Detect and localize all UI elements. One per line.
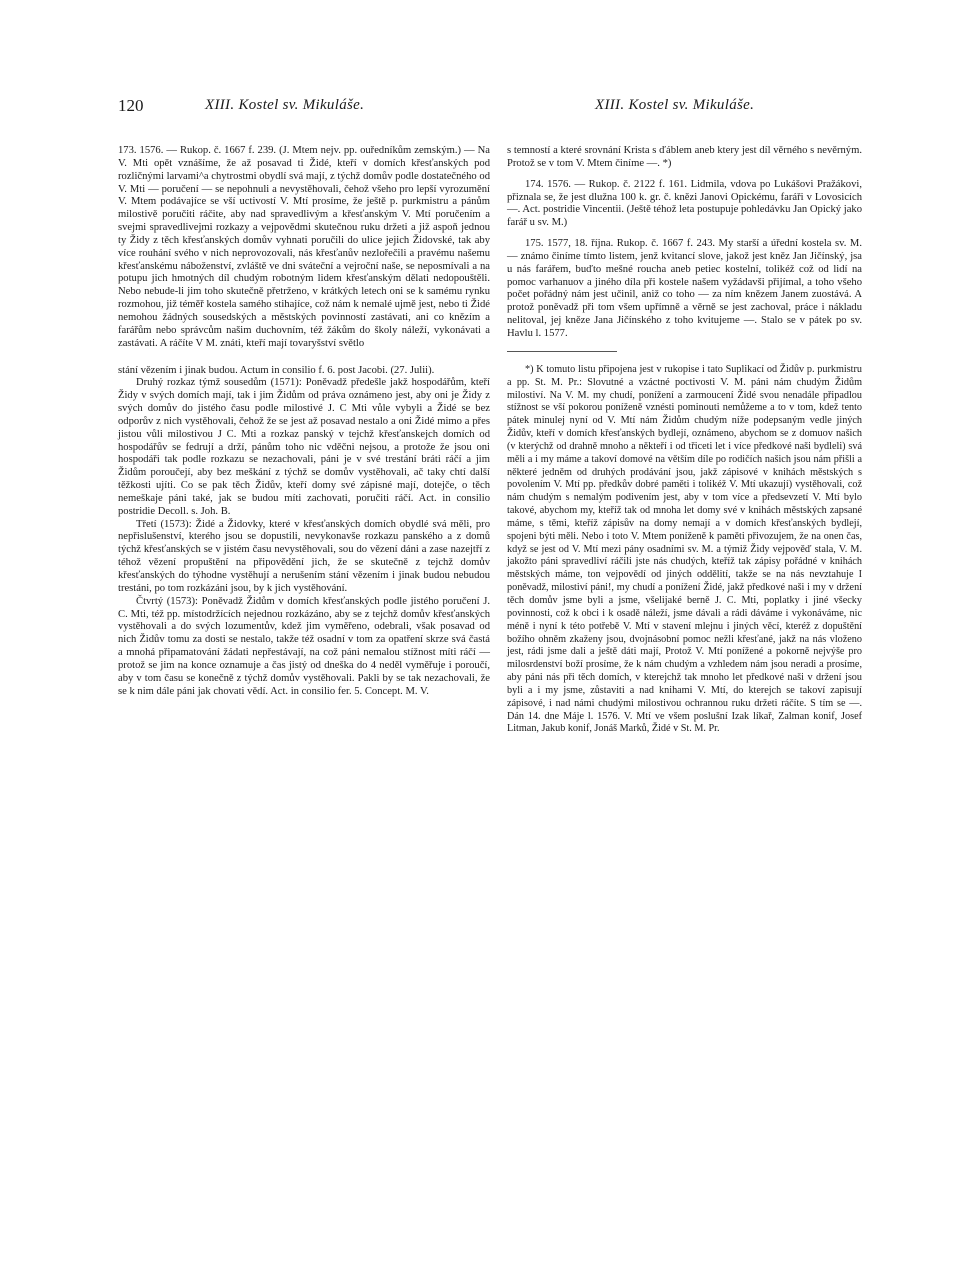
left-column xyxy=(118,145,490,698)
paragraph-fourth-order: Čtvrtý (1573): Poněvadž Židům v domích křesťanských podle jistého poručení J. C. Mti, též pp. místodržících nejednou rozkázáno, aby se z tejchž domův křesťanských vystěhovali a do svých lozumentův, kdež jim vyměřeno, odebrali, však posavad od nich Židův tomu za dosti se nestalo, takže též osadní v tom za opatření skrze svá častá a mnohá připamatování žádati nepřestávají, na což páni nemalou stížnost míti ráčí — protož se jim na konce oznamuje a čas jistý od dneška do 4 neděl vyměřuje i poroučí, aby v tom času se konečně z týchž domův vystěhovali. Pakli by se tak nezachovali, že se k nim dále páni jak chovati vědí. Act. in consilio fer. 5. Concept. M. V. xyxy=(118,595,490,697)
paragraph-second-order: Druhý rozkaz týmž sousedům (1571): Poněvadž předešle jakž hospodářům, kteří Židy v svých domích mají, tak i jim Židům od práva oznámeno jest, aby oni je Židy z svých domův do jistého času podle milostivé J. C Mti vůle vybyli a Židé se bez odporův z nich vystěhovali, čehož že se jest až posavad nestalo a oni Židé mimo a přes jistou vůli milostivou J C. Mti a rozkaz panský v tejchž křesťanskejch domích od hospodářův se fedrují a drží, pánům toho nic vděčni nejsou, a protože že jsou oni hospodáři tak podle rozkazu se nezachovali, páni je v své trestání bráti ráčí a jim Židům poroučejí, aby bez meškání z týchž se domův vystěhovali, ač taky chtí další těžkosti ujíti. Co se pak těch Židův, kteří domy své zápisné mají, dotejče, o těch nemeškaje páni také, jak se budou míti zachovati, poručiti ráčí. Act. in consilio postridie Decoll. s. Joh. B. xyxy=(118,377,490,517)
page-number: 120 xyxy=(118,96,144,115)
paragraph-third-order: Třetí (1573): Židé a Židovky, které v křesťanských domích obydlé svá měli, pro nepřislušenství, kterého jsou se dopustili, nevykonavše rozkazu panského a z domů týchž křesťanských se v jistém času nevystěhovali, sou do vězení dáni a zase nazejtří z téhož vězení propuštění na připovědění jich, že se skutečně z tejchž domův křesťanských do týhodne vystěhují a nerušením stání vězením i jinak budou nebudou trestáni, po tom rozkázáni jsou, by k jich vystěhování. xyxy=(118,518,490,594)
running-title-left: XIII. Kostel sv. Mikuláše. xyxy=(205,97,365,113)
footnote: *) K tomuto listu připojena jest v rukopise i tato Suplikací od Židův p. purkmistru a pp. St. M. Pr.: Slovutné a vzáctné poctivosti V. M. páni nám chudým Židům milostiví. Na V. M. my chudí, ponížení a zarmoucení Židé svou nenadále připadlou stížnost se vší pokorou poníženě vznésti pominouti nemůžeme a to v tom, kdež tento pátek minulej nyní od V. Mtí nám Židům chudým níže podepsaným vedle jiných Židův, kteří v domích křesťanských bydlejí, oznámeno, abychom se z domuov našich (v kterýchž od drahně mnoho a někteří i od třiceti let i více předkové naši bydleli) svá měli a i my máme a takoví domové na větším díle po rodičích našich jsou nám přišli a některé jedněm od druhých prodávání jsou, jakž zápisové v knihách městských s povolením V. Mtí pp. předkův dobré paměti i tolikéž V. Mtí ukazují) vystěhovali, což nám chudým s nemalým podivením jest, aby v tom více a předsevzetí V. Mtí bylo takové, abychom my, kteříž tak od mnoha let domy své v knihách městských zapsané máme, s těmi, kteříž zápisův na domy nemají a v domích křesťanských bydlejí, spojeni býti měli. Nebo i toto V. Mtem poníženě k paměti přivozujem, že na onen čas, když se jest od V. Mtí mezi pány osadními sv. M. a týmiž Židy vejpověď stala, V. M. jakožto páni spravedliví ráčili jste nás chudých, kteříž tak zápisy pořádné v knihách městských máme, ton vejpovědí od jiných oddělití, takže se na nás nevztahuje I poněvadž, milostiví páni!, my chudí a ponížení Židé, jakž předkové naši i my v držení těch domův jsme byli a jsme, všelijaké berně J. C. Mti, poplatky i jiné všecky povinnosti, což k obci i k osadě náleží, jsme dávali a rádi dáváme i vykonáváme, nic méně i nyní k této potřebě V. Mtí v stavení mlejnu i jiných věcí, kteréž z dopuštění božího ohněm zkaženy jsou, dvojnásobní pomoc nežli křesťané, jakž na nás vloženo jest, rádi jsme dali a ještě dáti mají, Protož V. Mtí ponížené a pokorně nejvýše pro milosrdenství boží prosíme, že k nám chudým a vzhledem nám jsou neradi a prosíme, aby páni nás při těch domích, v kterejchž tak mnoho let předkové naši v držení jsou byli a i my jsme, zůstaviti a nad knihami V. Mtí, do kterejch se takoví zapisují zápisové, i nad námi chudými milostivou ochrannou ruku držeti ráčíte. S tím se —. Dán 14. dne Máje l. 1576. V. Mtí ve všem poslušní Izak líkař, Zalman konif, Josef Litman, Jakub konif, Jonáš Marků, Židé v St. M. Pr. xyxy=(507,363,862,735)
entry-173: 173. 1576. — Rukop. č. 1667 f. 239. (J. Mtem nejv. pp. ouředníkům zemským.) — Na V. Mti opět vznášíme, že až posavad ti Židé, kteří v domích křesťanských pod rozličnými larvami^a chytrostmi obydlí svá mají, z týchž domův podle dostatečného od V. Mti — poručení — se nepohnuli a nevystěhovali, čehož všeho pro lepší vyrozumění V. Mtem podávajíce se vší uctivostí V. Mtí prosíme, že ještě p. purkmistru a pánům milostivě poručiti ráčite, aby nad spravedlivým a křesťanským V. Mtí poručením a svejmi spravedlivejmi rozkazy a vejpovědmi skutečnou ruku držeti a již aspoň jednou ty Židy z těch křesťanských domův vyhnati poručili do ulice jejich Židovské, tak aby více rouhání svého v nich neprovozovali, nás křesťanův nezlořečili a pravému našemu křesťanskému náboženství, zvláště ve dni sváteční a vejroční naše, se neposmívali a na potupu jich hmotných díl chudým robotným lidem křesťanským dělati nedopouštěli. Nebo nebude-li jim toho skutečně přetrženo, v krátkých letech oni se k samému rynku rozmohou, již téměř kostela samého stihajíce, což nám k nemalé ujmě jest, nebo ti Židé nemohou žádných sousedských a městských povinností zastávati, ani co knězím a farářům nebo správcům našim duchovním, též žákům do školy náleží, vykonávati a zastávati. A ráčíte V M. znáti, kteří mají tovaryšství světlo xyxy=(118,145,490,349)
entry-174: 174. 1576. — Rukop. č. 2122 f. 161. Lidmila, vdova po Lukášovi Pražákovi, přiznala se, že jest dlužna 100 k. gr. č. knězi Janovi Opickému, faráři v Lovosicích —. Act. postridie Vincentii. (Ještě téhož leta postupuje pohledávku Jan Opický jako farář u sv. M.) xyxy=(507,178,862,229)
paragraph-continuation-right: s temností a které srovnání Krista s ďáblem aneb ktery jest díl věrného s nevěrným. Protož se v tom V. Mtem činíme —. *) xyxy=(507,145,862,169)
running-title-right: XIII. Kostel sv. Mikuláše. xyxy=(595,97,755,113)
footnote-rule xyxy=(507,351,617,352)
entry-175: 175. 1577, 18. října. Rukop. č. 1667 f. 243. My starší a úřední kostela sv. M. — známo činíme tímto listem, jenž kvitancí slove, jakož jest kněz Jan Jičínský, jsa u nás farářem, buďto mešné roucha aneb petiec kostelní, tolikéž což od lidí na pomoc varhanuov a jiného díla při kostele našem vyžádavši přijímal, a toho všeho počet pořádný nám jest učinil, aniž co toho — za ním knězem Janem zuostává. A protož poněvadž při tom všem upřímně a věrně se jest zachoval, práce i nákladu nelitoval, jej kněze Jana Jičínského z toho kvitujeme —. Stalo se v pátek po sv. Havlu l. 1577. xyxy=(507,238,862,339)
right-column xyxy=(507,145,862,736)
paragraph-gap xyxy=(118,351,490,365)
paragraph-continuation: stání vězením i jinak budou. Actum in consilio f. 6. post Jacobi. (27. Julii). xyxy=(118,364,435,376)
